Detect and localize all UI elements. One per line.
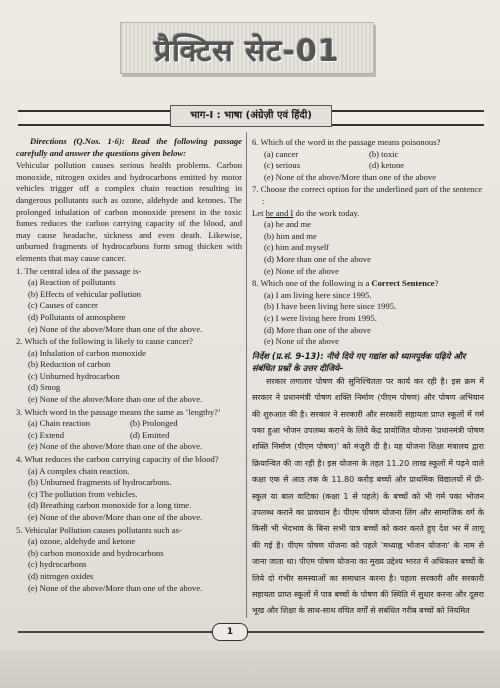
option: (a) A complex chain reaction. (28, 465, 130, 476)
option: (a) I am living here since 1995. (264, 289, 372, 300)
option: (c) Extend (28, 429, 65, 440)
option: (a) Chain reaction (28, 418, 91, 429)
option: (c) I were living here from 1995. (264, 312, 377, 323)
options-grid (26, 418, 242, 441)
options-list (262, 219, 484, 277)
question-text: 7. Choose the correct option for the underlined part of the sentence : (252, 184, 483, 206)
question-text-part: ? (434, 278, 439, 289)
options-list (26, 277, 242, 335)
option: (c) The pollution from vehicles. (28, 488, 138, 499)
option: (a) ozone, aldehyde and ketone (28, 536, 136, 547)
directions-label: Directions (Q.Nos. 1-6): Read the following passage carefully and answer the questions given below: (16, 136, 242, 158)
option: (d) nitrogen oxides (28, 570, 94, 581)
section-label: भाग-I : भाषा (अंग्रेज़ी एवं हिंदी) (170, 105, 332, 127)
page-title: प्रैक्टिस सेट-01 (154, 34, 340, 69)
options-list (26, 348, 242, 406)
question-4 (16, 454, 242, 524)
question-text-part: 8. Which one of the following is a (252, 278, 372, 289)
hindi-directions: निर्देश (प्र.सं. 9-13): नीचे दिये गए गद्यांश को ध्यानपूर्वक पढ़िये और संबंधित प्रश्नों के उत्तर दीजिये– (252, 350, 466, 373)
option: (e) None of the above/More than one of the above. (28, 394, 203, 405)
option: (e) None of the above/More than one of the above. (28, 582, 203, 593)
question-3 (16, 407, 242, 453)
option: (d) Smog (28, 382, 61, 393)
option: (d) Pollutants of atmosphere (28, 311, 126, 322)
options-grid (262, 149, 484, 172)
question-text: 2. Which of the following is likely to cause cancer? (16, 336, 193, 347)
option: (b) I have been living here since 1995. (264, 301, 397, 312)
option: (c) serious (264, 160, 301, 171)
question-8 (252, 278, 484, 348)
option: (d) Breathing carbon monoxide for a long time. (28, 500, 192, 511)
page-bottom-shadow (0, 650, 500, 688)
question-6 (252, 137, 484, 183)
question-2 (16, 336, 242, 406)
title-banner (120, 22, 374, 74)
option: (c) Unburned hydrocarbon (28, 370, 120, 381)
options-list (26, 466, 242, 524)
option: (d) ketone (369, 160, 405, 171)
option: (b) Effects of vehicular pollution (28, 288, 141, 299)
sentence-part: do the work today. (293, 207, 360, 218)
question-text: 1. The central idea of the passage is- (16, 265, 142, 276)
underlined-part: he and I (265, 207, 294, 218)
option: (b) Reduction of carbon (28, 359, 111, 370)
option: (c) Causes of cancer (28, 300, 98, 311)
directions-text (16, 136, 242, 159)
option: (e) None of the above/More than one of the above (264, 171, 437, 182)
question-7 (252, 184, 484, 277)
right-column (252, 136, 484, 620)
option: (a) he and me (264, 219, 312, 230)
hindi-passage: सरकार लगातार पोषण की सुनिश्चितता पर कार्य कर रही है। इस क्रम में सरकार ने प्रधानमंत्री पोषण शक्ति निर्माण (पीएम पोषण) और पोषण अभियान की शुरुआत की है। सरकार ने सरकारी और सरकारी सहायता प्राप्त स्कूलों में गर्म पका हुआ भोजन उपलब्ध कराने के लिये केंद्र प्रायोजित योजना 'प्रधानमंत्री पोषण शक्ति निर्माण (पीएम पोषण)' को मंजूरी दी है। यह योजना शिक्षा मंत्रालय द्वारा क्रियान्वित की जा रही है। इस योजना के तहत 11.20 लाख स्कूलों में पढ़ने वाले कक्षा एक से आठ तक के 11.80 करोड़ बच्चों और प्राथमिक विद्यालयों में प्री-स्कूल या बाल वाटिका (कक्षा 1 से पहले) के बच्चों को भी गर्म पका भोजन उपलब्ध कराने का प्रावधान है। पीएम पोषण योजना लिंग और सामाजिक वर्ग के किसी भी भेदभाव के बिना सभी पात्र बच्चों को कवर करते हुए देश भर में लागू की गई है। पीएम पोषण योजना को पहले 'मध्याह्न भोजन योजना' के नाम से जाना जाता था। पीएम पोषण योजना का मुख्य उद्देश्य भारत में अधिकतर बच्चों के लिये दो गंभीर समस्याओं का समाधान करना है। पहला सरकारी और सरकारी सहायता प्राप्त स्कूलों में पात्र बच्चों के पोषण की स्थिति में सुधार करना और दूसरा भूख और शिक्षा के साथ-साथ वंचित वर्गों से संबंधित गरीब बच्चों को नियमित (252, 376, 484, 616)
page-number: 1 (212, 623, 248, 641)
question-5 (16, 525, 242, 595)
option: (d) More than one of the above (264, 324, 371, 335)
option: (e) None of the above/More than one of the above. (28, 441, 203, 452)
option: (e) None of the above (264, 265, 339, 276)
option: (a) Inhalation of carbon monoxide (28, 347, 146, 358)
option: (b) Unburned fragments of hydrocarbons. (28, 477, 172, 488)
option: (a) cancer (264, 148, 299, 159)
question-1 (16, 266, 242, 336)
option: (c) him and myself (264, 242, 330, 253)
question-text (252, 278, 484, 290)
option: (d) More than one of the above (264, 253, 371, 264)
option: (b) toxic (369, 148, 399, 159)
option: (c) hydrocarbons (28, 559, 87, 570)
footer-rule (18, 631, 484, 633)
options-list (262, 172, 484, 184)
options-list (262, 290, 484, 348)
options-list (26, 536, 242, 594)
option: (e) None of the above (264, 336, 339, 347)
option: (a) Reaction of pollutants (28, 277, 116, 288)
question-text: 6. Which of the word in the passage means poisonous? (252, 137, 441, 147)
option: (b) carbon monoxide and hydrocarbons (28, 547, 164, 558)
option: (b) Prolonged (130, 418, 178, 429)
question-text: 4. What reduces the carbon carrying capacity of the blood? (16, 454, 219, 465)
question-sentence (252, 207, 484, 220)
option: (e) None of the above/More than one of the above. (28, 323, 203, 334)
option: (d) Emitted (130, 429, 170, 440)
question-emphasis: Correct Sentence (371, 278, 435, 289)
option: (b) him and me (264, 230, 317, 241)
sentence-part: Let (252, 207, 266, 218)
passage-text: Vehicular pollution causes serious health problems. Carbon monoxide, nitrogen oxides and hydrocarbons emitted by motor vehicles trigger off a complex chain reaction resulting in dangerous pollutants such as ozone, aldehyde and ketones. The prolonged inhalation of carbon monoxide present in the toxic fumes reduces the carbon carrying capacity of the blood, and may cause headache, sickness and even death. Likewise, unburned fragments of hydrocarbons form smog thicken with elements that may cause cancer. (16, 160, 242, 263)
option: (e) None of the above/More than one of the above. (28, 512, 203, 522)
column-divider (246, 132, 247, 618)
question-text: 5. Vehicular Pollution causes pollutants such as- (16, 524, 182, 535)
options-list (26, 441, 242, 453)
left-column (16, 136, 242, 594)
question-text: 3. Which word in the passage means the same as ‘lengthy?’ (16, 406, 221, 417)
